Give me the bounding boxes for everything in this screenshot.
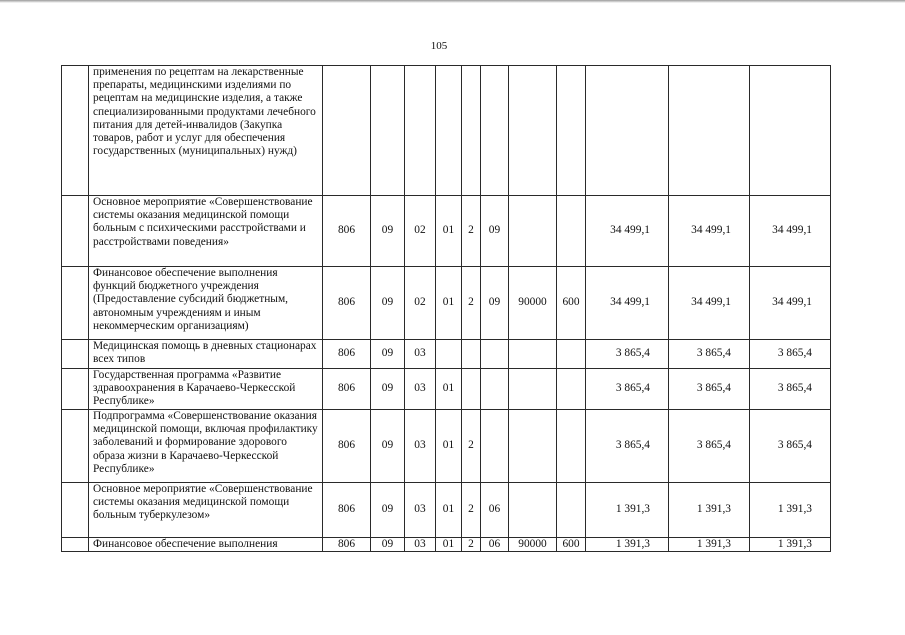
budget-table: [61, 65, 831, 552]
sum-year2-cell: 34 499,1: [669, 196, 750, 267]
table-row: [62, 538, 831, 552]
section-code-cell: 09: [371, 538, 405, 552]
sum-year2-cell: [669, 66, 750, 196]
section-code-cell: 09: [371, 483, 405, 538]
sum-year3-cell: 1 391,3: [750, 538, 831, 552]
section-code-cell: [371, 66, 405, 196]
ministry-code-cell: 806: [323, 267, 371, 340]
subsection-code-cell: 03: [405, 369, 436, 410]
program-code-cell: 01: [436, 369, 462, 410]
ministry-code-cell: 806: [323, 369, 371, 410]
subprogram-code-cell: 2: [462, 483, 481, 538]
table-body: [62, 66, 831, 552]
subsection-code-cell: 02: [405, 267, 436, 340]
section-code-cell: 09: [371, 410, 405, 483]
subprogram-code-cell: [462, 369, 481, 410]
sum-year2-cell: 3 865,4: [669, 340, 750, 369]
sum-year1-cell: 34 499,1: [586, 196, 669, 267]
sum-year3-cell: 3 865,4: [750, 340, 831, 369]
table-row: [62, 196, 831, 267]
direction-code-cell: [509, 66, 557, 196]
expense-type-cell: 600: [557, 538, 586, 552]
subprogram-code-cell: 2: [462, 196, 481, 267]
program-code-cell: 01: [436, 267, 462, 340]
sum-year3-cell: 3 865,4: [750, 369, 831, 410]
item-name-cell: применения по рецептам на лекарственные препараты, медицинскими изделиями по рецептам на медицинские изделия, а также специализированными продуктами лечебного питания для детей-инвалидов (Закупка товаров, работ и услуг для обеспечения государственных (муниципальных) нужд): [89, 66, 323, 196]
ministry-code-cell: 806: [323, 340, 371, 369]
expense-type-cell: [557, 66, 586, 196]
program-code-cell: 01: [436, 410, 462, 483]
ministry-code-cell: 806: [323, 410, 371, 483]
sum-year2-cell: 1 391,3: [669, 483, 750, 538]
item-name-cell: Медицинская помощь в дневных стационарах всех типов: [89, 340, 323, 369]
scan-top-edge: [0, 0, 905, 3]
sum-year3-cell: 3 865,4: [750, 410, 831, 483]
direction-code-cell: [509, 196, 557, 267]
row-index-cell: [62, 410, 89, 483]
subprogram-code-cell: 2: [462, 410, 481, 483]
event-code-cell: 06: [481, 538, 509, 552]
expense-type-cell: [557, 369, 586, 410]
sum-year1-cell: 3 865,4: [586, 340, 669, 369]
expense-type-cell: [557, 410, 586, 483]
table-row: [62, 483, 831, 538]
expense-type-cell: [557, 340, 586, 369]
sum-year2-cell: 34 499,1: [669, 267, 750, 340]
section-code-cell: 09: [371, 196, 405, 267]
sum-year3-cell: 34 499,1: [750, 196, 831, 267]
row-index-cell: [62, 66, 89, 196]
sum-year2-cell: 1 391,3: [669, 538, 750, 552]
sum-year1-cell: 34 499,1: [586, 267, 669, 340]
sum-year3-cell: [750, 66, 831, 196]
subsection-code-cell: 03: [405, 483, 436, 538]
ministry-code-cell: 806: [323, 538, 371, 552]
ministry-code-cell: [323, 66, 371, 196]
row-index-cell: [62, 340, 89, 369]
program-code-cell: 01: [436, 483, 462, 538]
subsection-code-cell: 03: [405, 538, 436, 552]
event-code-cell: 09: [481, 267, 509, 340]
subsection-code-cell: [405, 66, 436, 196]
item-name-cell: Подпрограмма «Совершенствование оказания медицинской помощи, включая профилактику заболеваний и формирование здорового образа жизни в Карачаево-Черкесской Республике»: [89, 410, 323, 483]
event-code-cell: [481, 340, 509, 369]
row-index-cell: [62, 538, 89, 552]
row-index-cell: [62, 267, 89, 340]
event-code-cell: [481, 410, 509, 483]
direction-code-cell: [509, 483, 557, 538]
direction-code-cell: 90000: [509, 538, 557, 552]
ministry-code-cell: 806: [323, 483, 371, 538]
direction-code-cell: [509, 369, 557, 410]
item-name-cell: Основное мероприятие «Совершенствование системы оказания медицинской помощи больным туберкулезом»: [89, 483, 323, 538]
subsection-code-cell: 03: [405, 410, 436, 483]
event-code-cell: 09: [481, 196, 509, 267]
event-code-cell: [481, 369, 509, 410]
direction-code-cell: 90000: [509, 267, 557, 340]
direction-code-cell: [509, 340, 557, 369]
sum-year1-cell: [586, 66, 669, 196]
sum-year1-cell: 1 391,3: [586, 483, 669, 538]
subsection-code-cell: 03: [405, 340, 436, 369]
program-code-cell: 01: [436, 196, 462, 267]
subprogram-code-cell: [462, 66, 481, 196]
program-code-cell: 01: [436, 538, 462, 552]
item-name-cell: Финансовое обеспечение выполнения: [89, 538, 323, 552]
row-index-cell: [62, 196, 89, 267]
direction-code-cell: [509, 410, 557, 483]
sum-year2-cell: 3 865,4: [669, 410, 750, 483]
section-code-cell: 09: [371, 340, 405, 369]
row-index-cell: [62, 369, 89, 410]
item-name-cell: Финансовое обеспечение выполнения функций бюджетного учреждения (Предоставление субсидий бюджетным, автономным учреждениям и иным некоммерческим организациям): [89, 267, 323, 340]
table-row: [62, 267, 831, 340]
subprogram-code-cell: 2: [462, 267, 481, 340]
item-name-cell: Государственная программа «Развитие здравоохранения в Карачаево-Черкесской Республике»: [89, 369, 323, 410]
expense-type-cell: 600: [557, 267, 586, 340]
sum-year1-cell: 3 865,4: [586, 410, 669, 483]
program-code-cell: [436, 340, 462, 369]
page-number: 105: [430, 40, 448, 52]
sum-year2-cell: 3 865,4: [669, 369, 750, 410]
subprogram-code-cell: [462, 340, 481, 369]
expense-type-cell: [557, 483, 586, 538]
item-name-cell: Основное мероприятие «Совершенствование системы оказания медицинской помощи больным с психическими расстройствами и расстройствами поведения»: [89, 196, 323, 267]
sum-year3-cell: 34 499,1: [750, 267, 831, 340]
section-code-cell: 09: [371, 369, 405, 410]
expense-type-cell: [557, 196, 586, 267]
table-row: [62, 410, 831, 483]
table-row: [62, 369, 831, 410]
subsection-code-cell: 02: [405, 196, 436, 267]
subprogram-code-cell: 2: [462, 538, 481, 552]
program-code-cell: [436, 66, 462, 196]
sum-year1-cell: 1 391,3: [586, 538, 669, 552]
section-code-cell: 09: [371, 267, 405, 340]
table-row: [62, 340, 831, 369]
table-row: [62, 66, 831, 196]
sum-year1-cell: 3 865,4: [586, 369, 669, 410]
ministry-code-cell: 806: [323, 196, 371, 267]
event-code-cell: [481, 66, 509, 196]
sum-year3-cell: 1 391,3: [750, 483, 831, 538]
event-code-cell: 06: [481, 483, 509, 538]
row-index-cell: [62, 483, 89, 538]
